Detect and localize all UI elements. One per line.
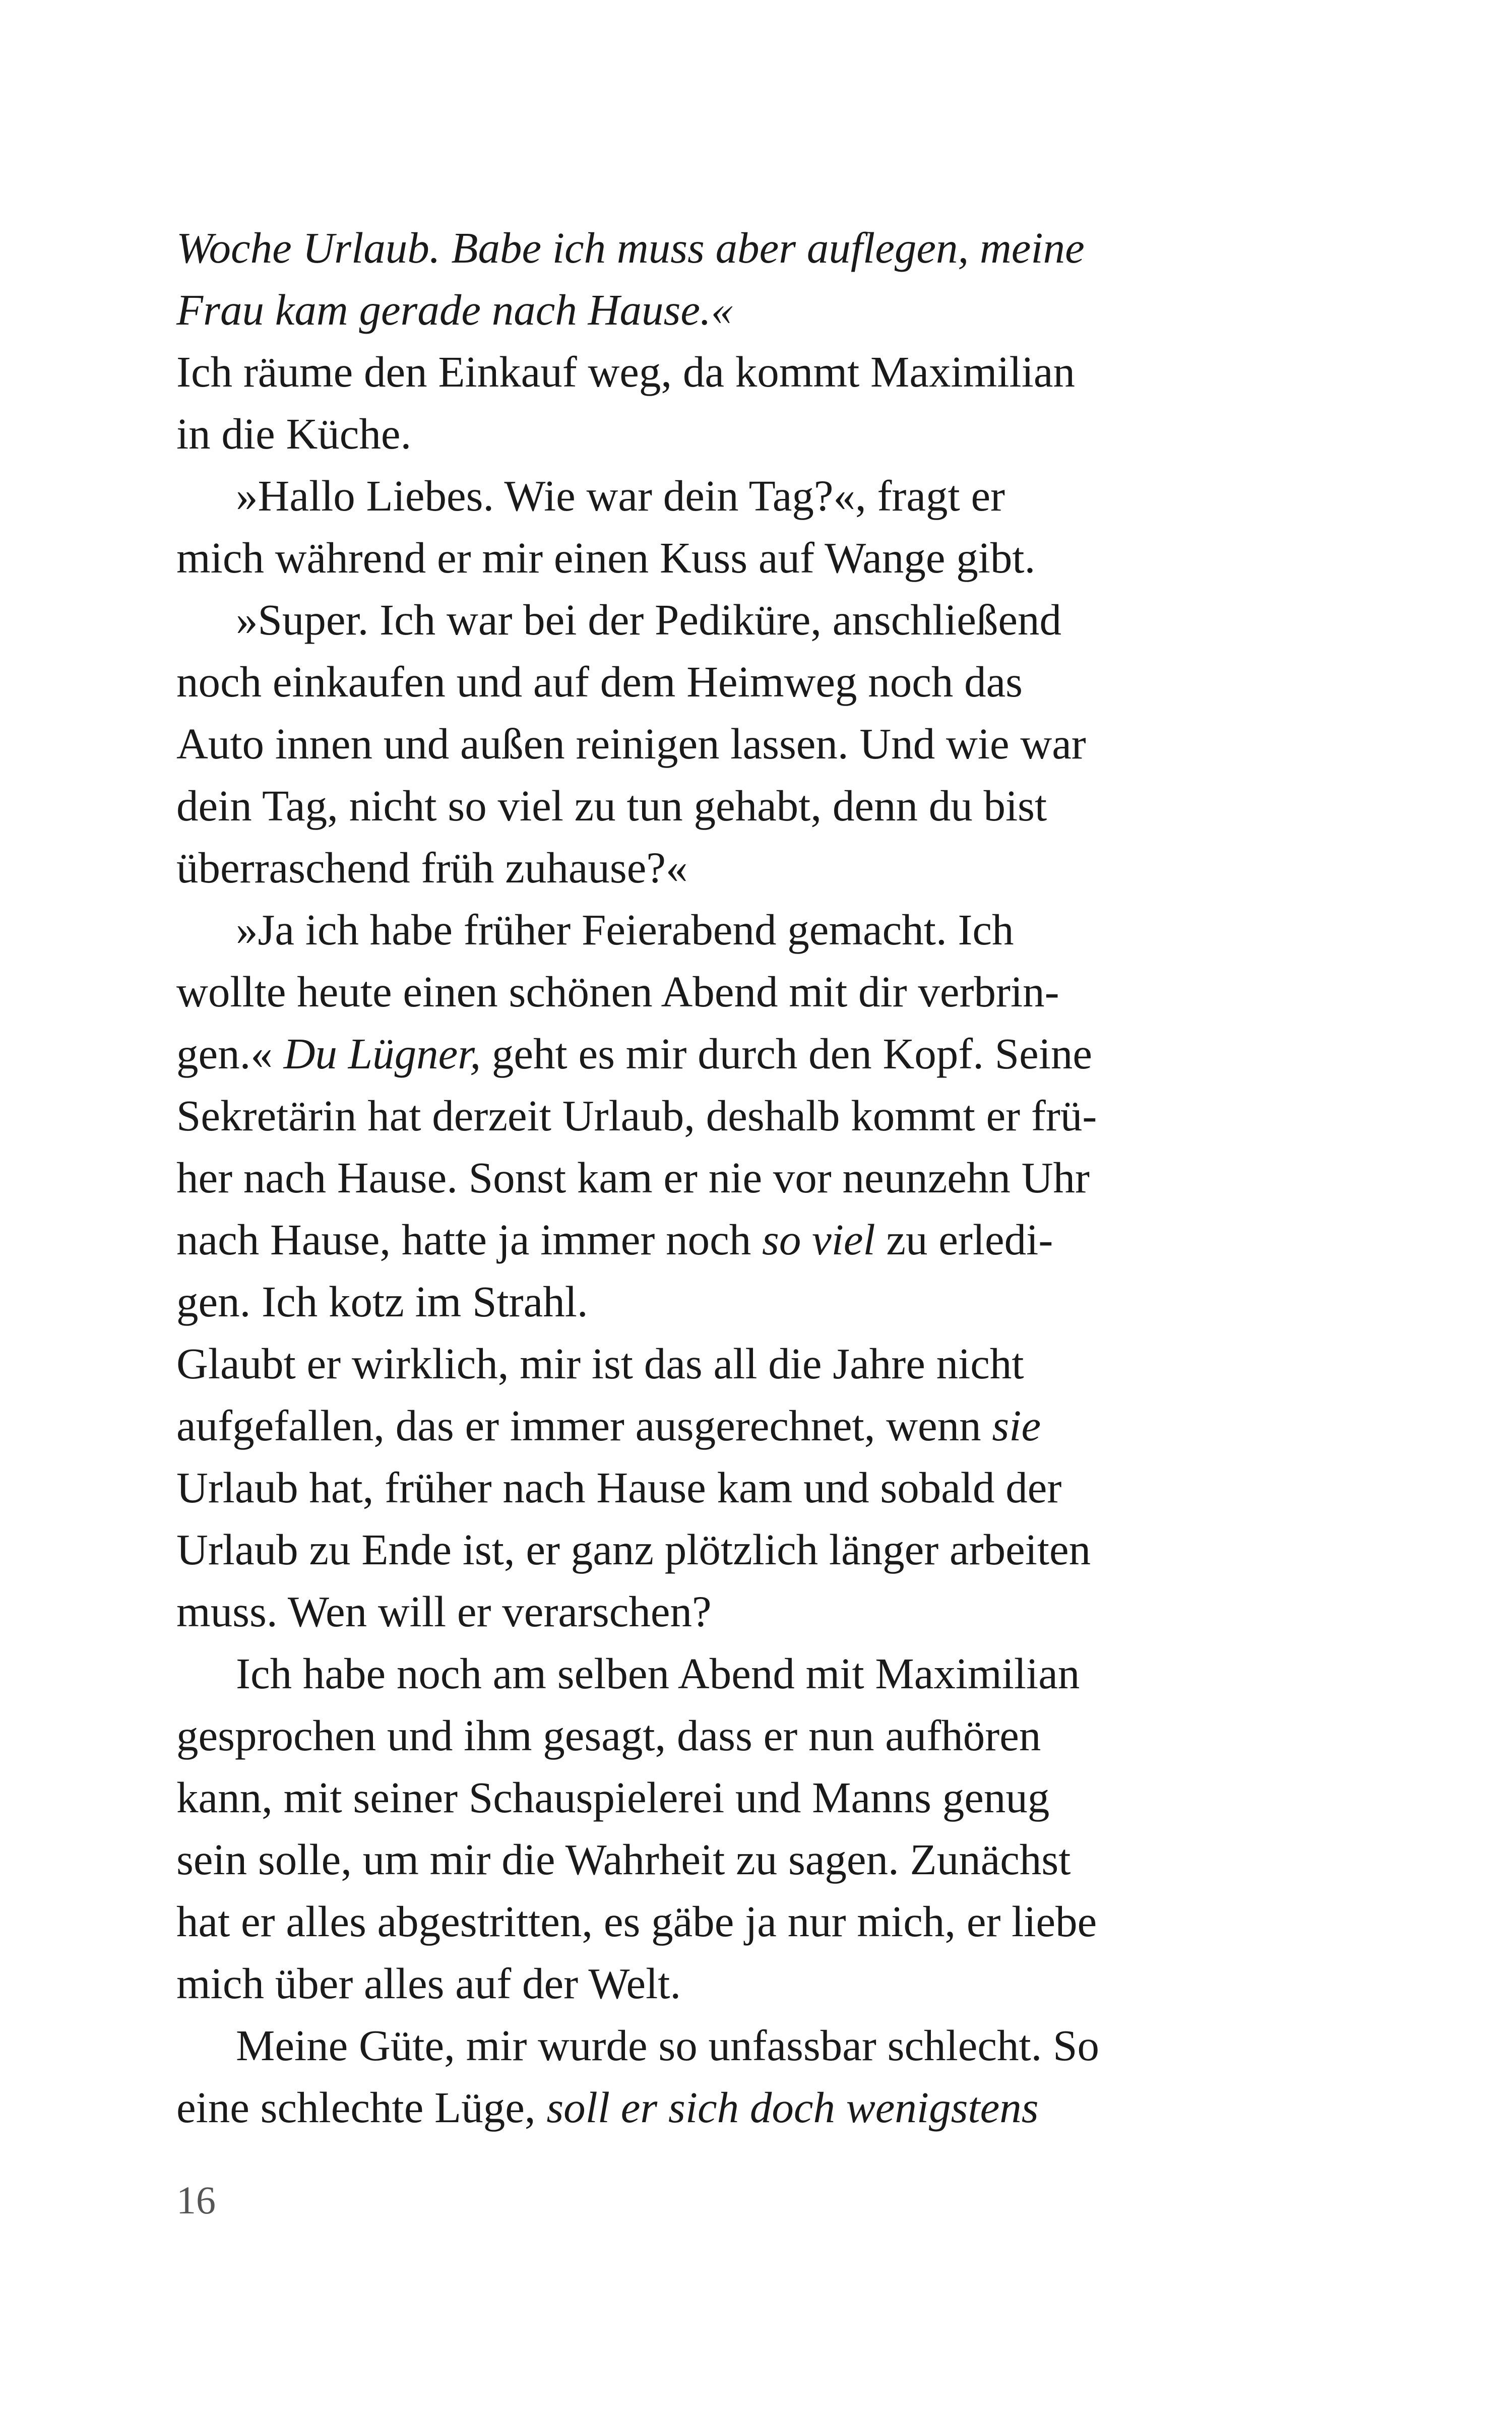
text-line: [176, 713, 1159, 775]
text-span: aufgefallen, das er immer ausgerechnet, wenn: [176, 1401, 992, 1450]
text-span: Meine Güte, mir wurde so unfassbar schlecht. So: [236, 2021, 1100, 2070]
body-text: [176, 217, 1159, 2138]
italic-text: Du Lügner,: [283, 1029, 481, 1078]
text-span: Ich räume den Einkauf weg, da kommt Maximilian: [176, 347, 1075, 396]
text-span: geht es mir durch den Kopf. Seine: [481, 1029, 1093, 1078]
text-span: nach Hause, hatte ja immer noch: [176, 1215, 762, 1264]
text-line: [176, 899, 1159, 961]
text-line: [176, 1952, 1159, 2014]
text-line: [176, 1332, 1159, 1394]
text-line: [176, 1456, 1159, 1518]
text-span: her nach Hause. Sonst kam er nie vor neunzehn Uhr: [176, 1153, 1090, 1202]
text-line: [176, 1580, 1159, 1642]
text-line: [176, 1704, 1159, 1766]
italic-text: soll er sich doch wenigstens: [546, 2083, 1039, 2132]
text-span: gen.«: [176, 1029, 284, 1078]
text-span: »Ja ich habe früher Feierabend gemacht. Ich: [236, 905, 1014, 954]
text-line: [176, 2076, 1159, 2138]
text-line: [176, 465, 1159, 527]
text-span: wollte heute einen schönen Abend mit dir verbrin-: [176, 967, 1059, 1016]
text-span: gen. Ich kotz im Strahl.: [176, 1277, 588, 1326]
page-number: 16: [176, 2178, 216, 2222]
italic-text: Woche Urlaub. Babe ich muss aber auflegen, meine: [176, 223, 1085, 272]
text-span: gesprochen und ihm gesagt, dass er nun aufhören: [176, 1711, 1041, 1760]
text-line: [176, 217, 1159, 279]
text-span: zu erledi-: [875, 1215, 1053, 1264]
text-span: in die Küche.: [176, 409, 412, 458]
text-span: überraschend früh zuhause?«: [176, 843, 688, 892]
text-span: Sekretärin hat derzeit Urlaub, deshalb kommt er frü-: [176, 1091, 1097, 1140]
text-span: muss. Wen will er verarschen?: [176, 1587, 712, 1636]
text-line: [176, 403, 1159, 465]
text-span: Urlaub hat, früher nach Hause kam und sobald der: [176, 1463, 1062, 1512]
text-span: hat er alles abgestritten, es gäbe ja nur mich, er liebe: [176, 1897, 1097, 1946]
text-line: [176, 1642, 1159, 1704]
text-line: [176, 2014, 1159, 2076]
text-span: sein solle, um mir die Wahrheit zu sagen. Zunächst: [176, 1835, 1071, 1884]
text-span: »Super. Ich war bei der Pediküre, anschließend: [236, 595, 1061, 644]
italic-text: sie: [992, 1401, 1041, 1450]
text-line: [176, 1208, 1159, 1270]
text-line: [176, 1518, 1159, 1580]
text-span: dein Tag, nicht so viel zu tun gehabt, denn du bist: [176, 781, 1047, 830]
text-line: [176, 1147, 1159, 1208]
text-span: Urlaub zu Ende ist, er ganz plötzlich länger arbeiten: [176, 1525, 1091, 1574]
text-span: mich über alles auf der Welt.: [176, 1959, 681, 2008]
text-line: [176, 775, 1159, 837]
text-line: [176, 1085, 1159, 1147]
text-span: Ich habe noch am selben Abend mit Maximilian: [236, 1649, 1080, 1698]
text-line: [176, 837, 1159, 899]
text-line: [176, 1023, 1159, 1085]
text-span: Glaubt er wirklich, mir ist das all die Jahre nicht: [176, 1339, 1024, 1388]
text-line: [176, 589, 1159, 651]
text-line: [176, 1828, 1159, 1890]
text-span: »Hallo Liebes. Wie war dein Tag?«, fragt er: [236, 471, 1005, 520]
italic-text: Frau kam gerade nach Hause.«: [176, 285, 733, 334]
text-line: [176, 279, 1159, 341]
text-line: [176, 961, 1159, 1023]
text-span: Auto innen und außen reinigen lassen. Und wie war: [176, 719, 1086, 768]
text-line: [176, 1890, 1159, 1952]
text-line: [176, 1394, 1159, 1456]
text-span: kann, mit seiner Schauspielerei und Manns genug: [176, 1773, 1050, 1822]
text-span: mich während er mir einen Kuss auf Wange gibt.: [176, 533, 1036, 582]
text-span: eine schlechte Lüge,: [176, 2083, 547, 2132]
text-line: [176, 651, 1159, 713]
text-line: [176, 1766, 1159, 1828]
text-line: [176, 341, 1159, 403]
text-line: [176, 527, 1159, 589]
text-line: [176, 1270, 1159, 1332]
text-span: noch einkaufen und auf dem Heimweg noch das: [176, 657, 1023, 706]
italic-text: so viel: [762, 1215, 875, 1264]
